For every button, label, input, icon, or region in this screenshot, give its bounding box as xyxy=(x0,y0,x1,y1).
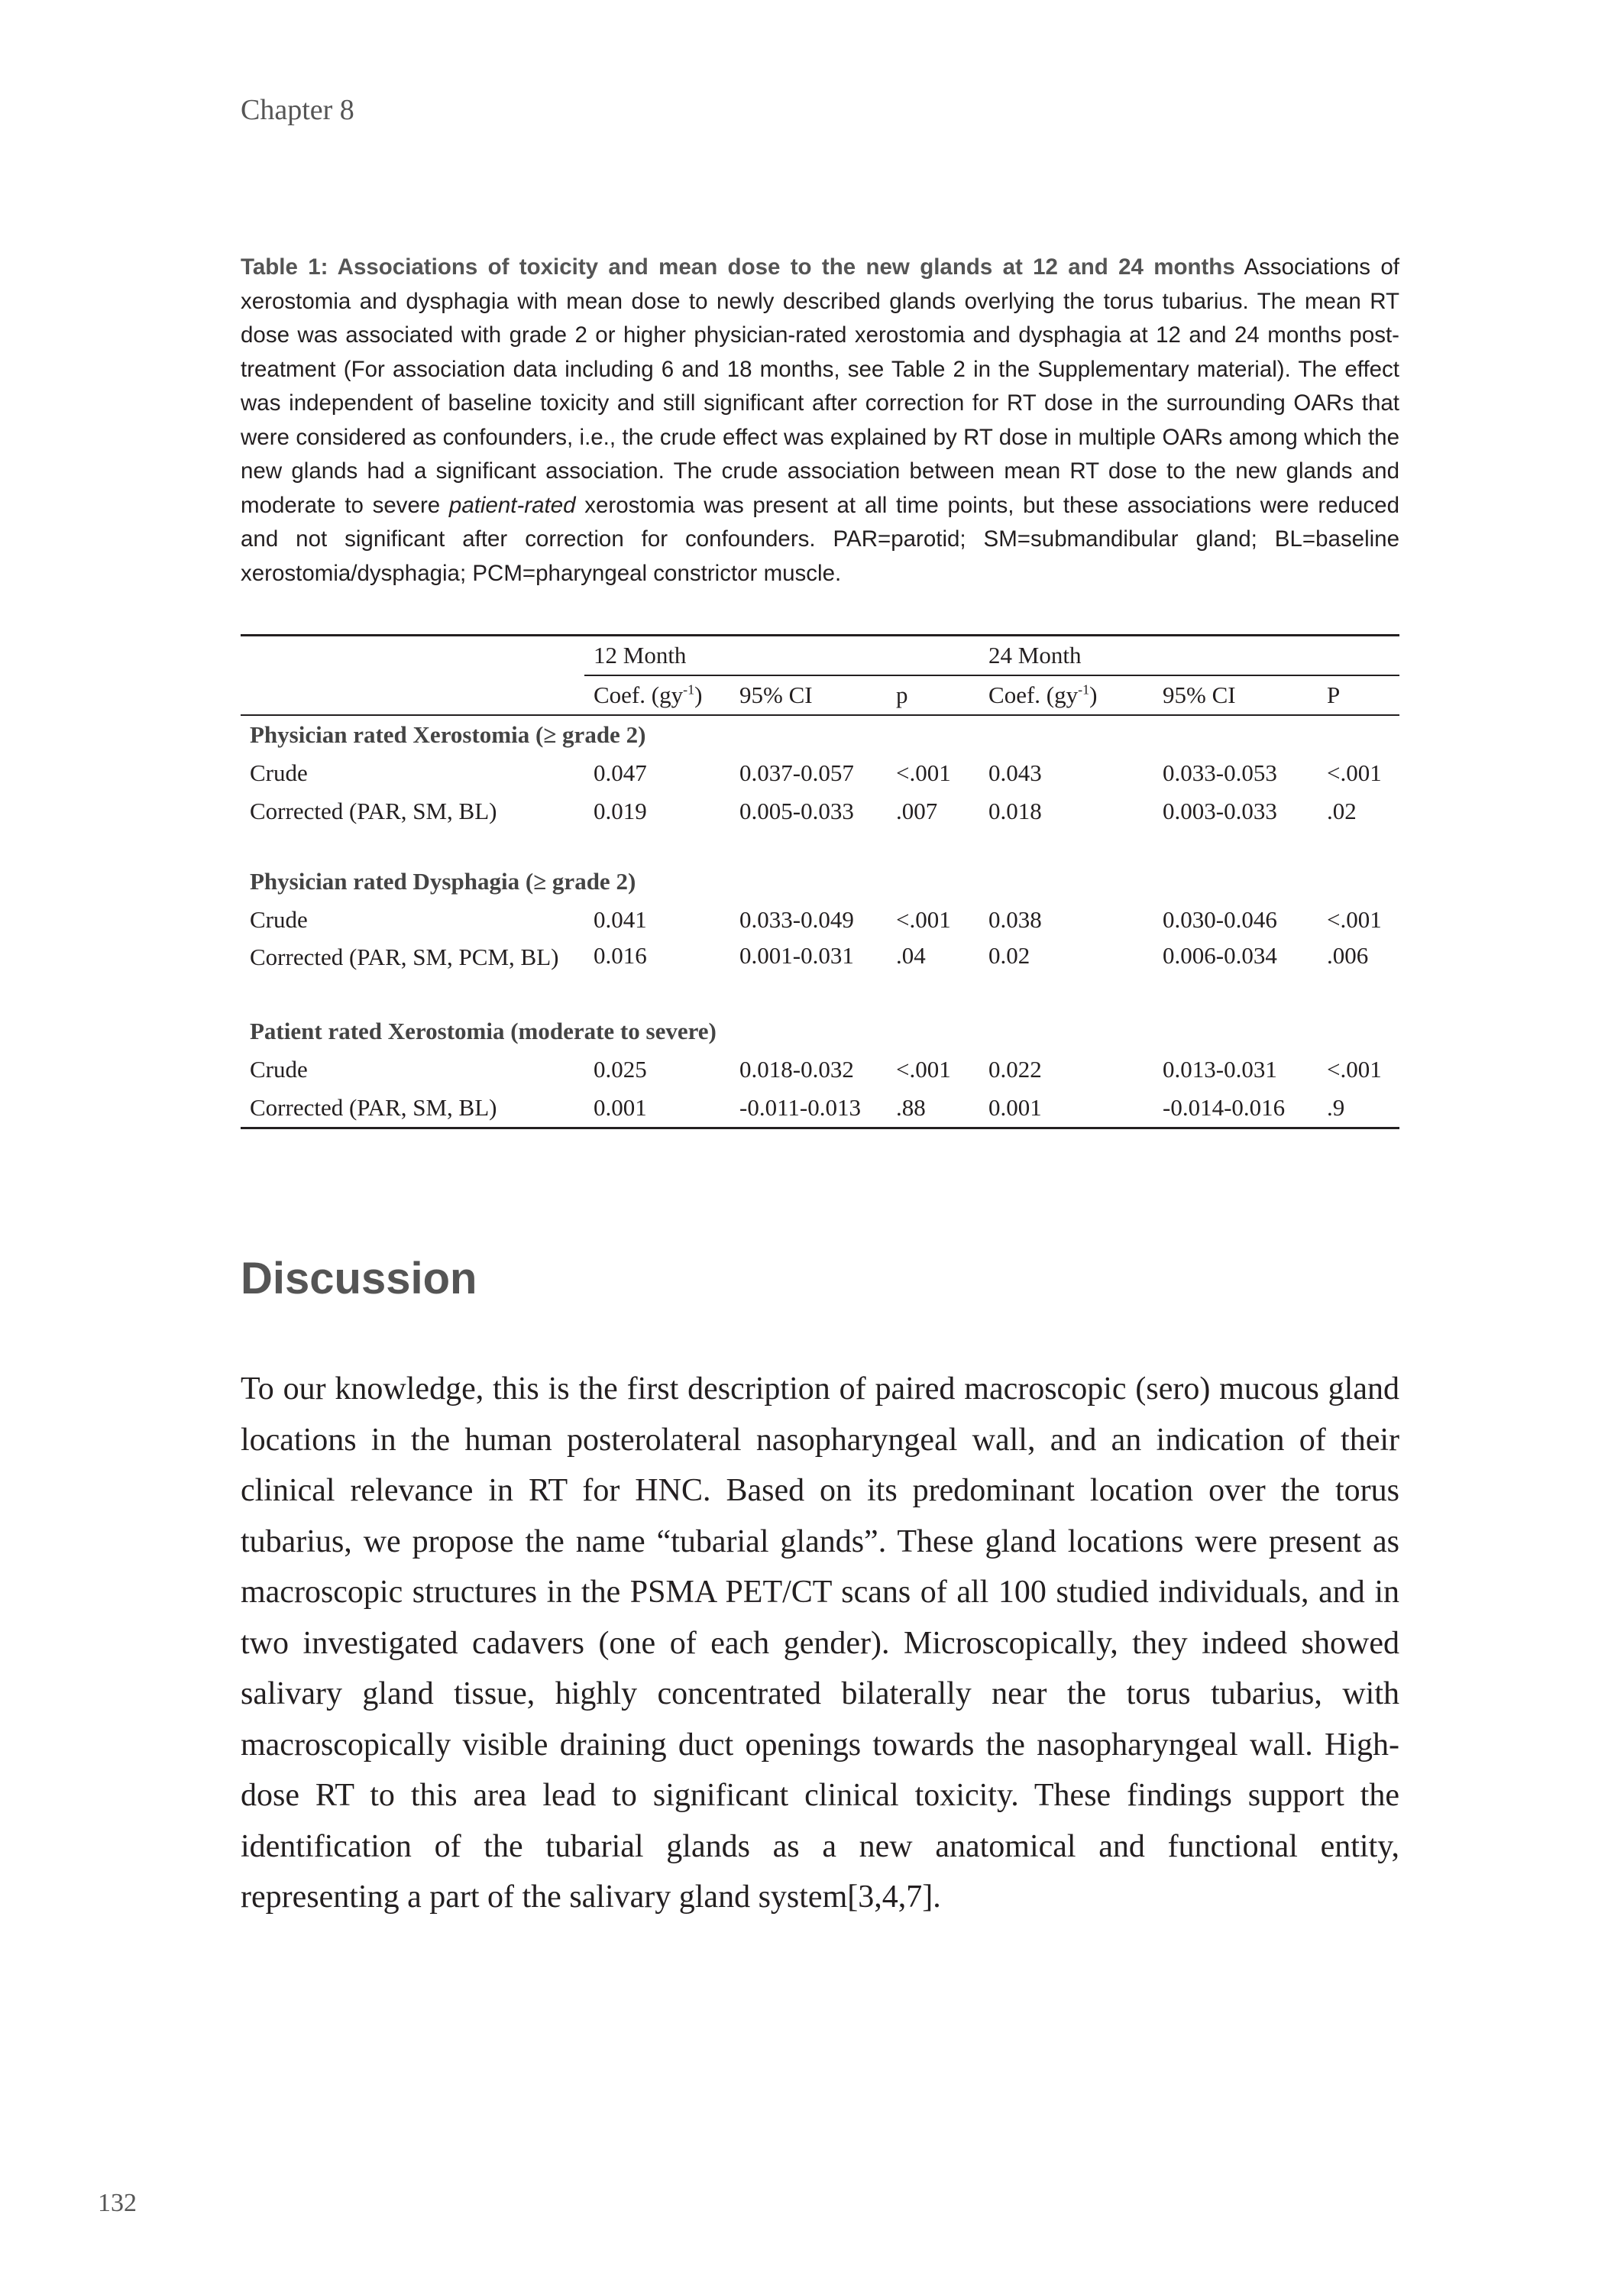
table-cell: <.001 xyxy=(896,1056,951,1083)
table-section-title-row xyxy=(241,715,1399,754)
row-label: Crude xyxy=(250,906,308,933)
table-cell: .04 xyxy=(896,942,926,969)
col-header-p-24: P xyxy=(1318,675,1399,715)
running-head: Chapter 8 xyxy=(241,94,354,126)
group-header-12-month: 12 Month xyxy=(584,636,979,676)
caption-italic: patient-rated xyxy=(448,492,576,518)
table-section-title-row xyxy=(241,1012,1399,1050)
row-label: Crude xyxy=(250,1056,308,1083)
table-cell: 0.033-0.049 xyxy=(739,906,854,933)
table-cell: 0.001 xyxy=(584,1089,730,1128)
table-cell: 0.02 xyxy=(988,942,1030,969)
table-section-title-row xyxy=(241,863,1399,901)
section-title: Patient rated Xerostomia (moderate to severe) xyxy=(250,1018,717,1044)
table-cell: 0.001 xyxy=(979,1089,1153,1128)
table-cell: 0.016 xyxy=(594,942,647,969)
table-row xyxy=(241,901,1399,939)
table-column-header-row xyxy=(241,675,1399,715)
group-header-24-month: 24 Month xyxy=(979,636,1399,676)
section-title: Physician rated Xerostomia (≥ grade 2) xyxy=(250,721,646,748)
table-row xyxy=(241,939,1399,980)
table-cell: .007 xyxy=(896,798,938,824)
table-cell: 0.005-0.033 xyxy=(739,798,854,824)
table-cell: 0.025 xyxy=(594,1056,647,1083)
table-cell: <.001 xyxy=(1327,759,1382,786)
table-cell: 0.033-0.053 xyxy=(1163,759,1277,786)
table-cell: 0.041 xyxy=(594,906,647,933)
col-header-ci-24: 95% CI xyxy=(1153,675,1318,715)
row-label: Corrected (PAR, SM, BL) xyxy=(241,1089,584,1128)
results-table xyxy=(241,634,1399,1129)
col-header-coef-12: Coef. $(gy^{-1})$ xyxy=(584,675,730,715)
table-cell: .02 xyxy=(1327,798,1357,824)
table-row xyxy=(241,1089,1399,1128)
table-cell: 0.022 xyxy=(988,1056,1042,1083)
spacer-row xyxy=(241,830,1399,863)
caption-text: Associations of xerostomia and dysphagia with mean dose to newly described glands overlying the torus tubarius. The mean RT dose was associated with grade 2 or higher physician-rated xerostomia and dysphagia at 12 and 24 months post-treatment (For association data including 6 and 18 months, see Table 2 in the Supplementary material). The effect was independent of baseline toxicity and still significant after correction for RT dose in the surrounding OARs that were considered as confounders, i.e., the crude effect was explained by RT dose in multiple OARs among which the new glands had a significant association. The crude association between mean RT dose to the new glands and moderate to severe xyxy=(241,254,1399,518)
row-label: Crude xyxy=(250,759,308,786)
table-cell: -0.011-0.013 xyxy=(730,1089,887,1128)
caption-title: Table 1: Associations of toxicity and mean dose to the new glands at 12 and 24 months xyxy=(241,254,1235,280)
table-cell: 0.018 xyxy=(988,798,1042,824)
table-cell: 0.018-0.032 xyxy=(739,1056,854,1083)
table-cell: .88 xyxy=(887,1089,979,1128)
row-label: Corrected (PAR, SM, PCM, BL) xyxy=(250,944,559,970)
table-cell: .9 xyxy=(1318,1089,1399,1128)
col-header-coef-24: Coef. $(gy^{-1})$ xyxy=(979,675,1153,715)
table-cell: -0.014-0.016 xyxy=(1153,1089,1318,1128)
table-cell: 0.030-0.046 xyxy=(1163,906,1277,933)
col-header-ci-12: 95% CI xyxy=(730,675,887,715)
table-cell: 0.047 xyxy=(594,759,647,786)
table-cell: <.001 xyxy=(1327,906,1382,933)
table-cell: <.001 xyxy=(896,759,951,786)
table-cell: <.001 xyxy=(1327,1056,1382,1083)
page-number: 132 xyxy=(98,2189,137,2217)
table-caption xyxy=(241,251,1399,591)
table-cell: 0.006-0.034 xyxy=(1163,942,1277,969)
discussion-paragraph: To our knowledge, this is the first description of paired macroscopic (sero) mucous gland locations in the human posterolateral nasopharyngeal wall, and an indication of their clinical relevance in RT for HNC. Based on its predominant location over the torus tubarius, we propose the name “tubarial glands”. These gland locations were present as macroscopic structures in the PSMA PET/CT scans of all 100 studied individuals, and in two investigated cadavers (one of each gender). Microscopically, they indeed showed salivary gland tissue, highly concentrated bilaterally near the torus tubarius, with macroscopically visible draining duct openings towards the nasopharyngeal wall. High-dose RT to this area lead to significant clinical toxicity. These findings support the identification of the tubarial glands as a new anatomical and functional entity, representing a part of the salivary gland system[3,4,7]. xyxy=(241,1371,1399,1915)
table-row xyxy=(241,792,1399,830)
discussion-heading: Discussion xyxy=(241,1254,477,1303)
table-cell: 0.043 xyxy=(988,759,1042,786)
table-cell: .006 xyxy=(1327,942,1369,969)
table-cell: 0.001-0.031 xyxy=(739,942,854,969)
caption-text-end: xerostomia was present at all time points, but these associations were reduced and not significant after correction for confounders. PAR=parotid; SM=submandibular gland; BL=baseline xerostomia/dysphagia; PCM=pharyngeal constrictor muscle. xyxy=(241,492,1399,586)
table-cell: <.001 xyxy=(896,906,951,933)
table-cell: 0.013-0.031 xyxy=(1163,1056,1277,1083)
col-header-p-12: p xyxy=(887,675,979,715)
table-row xyxy=(241,754,1399,792)
section-title: Physician rated Dysphagia (≥ grade 2) xyxy=(250,868,636,895)
row-label: Corrected (PAR, SM, BL) xyxy=(250,798,497,824)
table-group-header-row xyxy=(241,636,1399,676)
table-cell: 0.019 xyxy=(594,798,647,824)
table-row xyxy=(241,1050,1399,1089)
spacer-row xyxy=(241,980,1399,1012)
table-cell: 0.003-0.033 xyxy=(1163,798,1277,824)
table-cell: 0.038 xyxy=(988,906,1042,933)
table-cell: 0.037-0.057 xyxy=(739,759,854,786)
